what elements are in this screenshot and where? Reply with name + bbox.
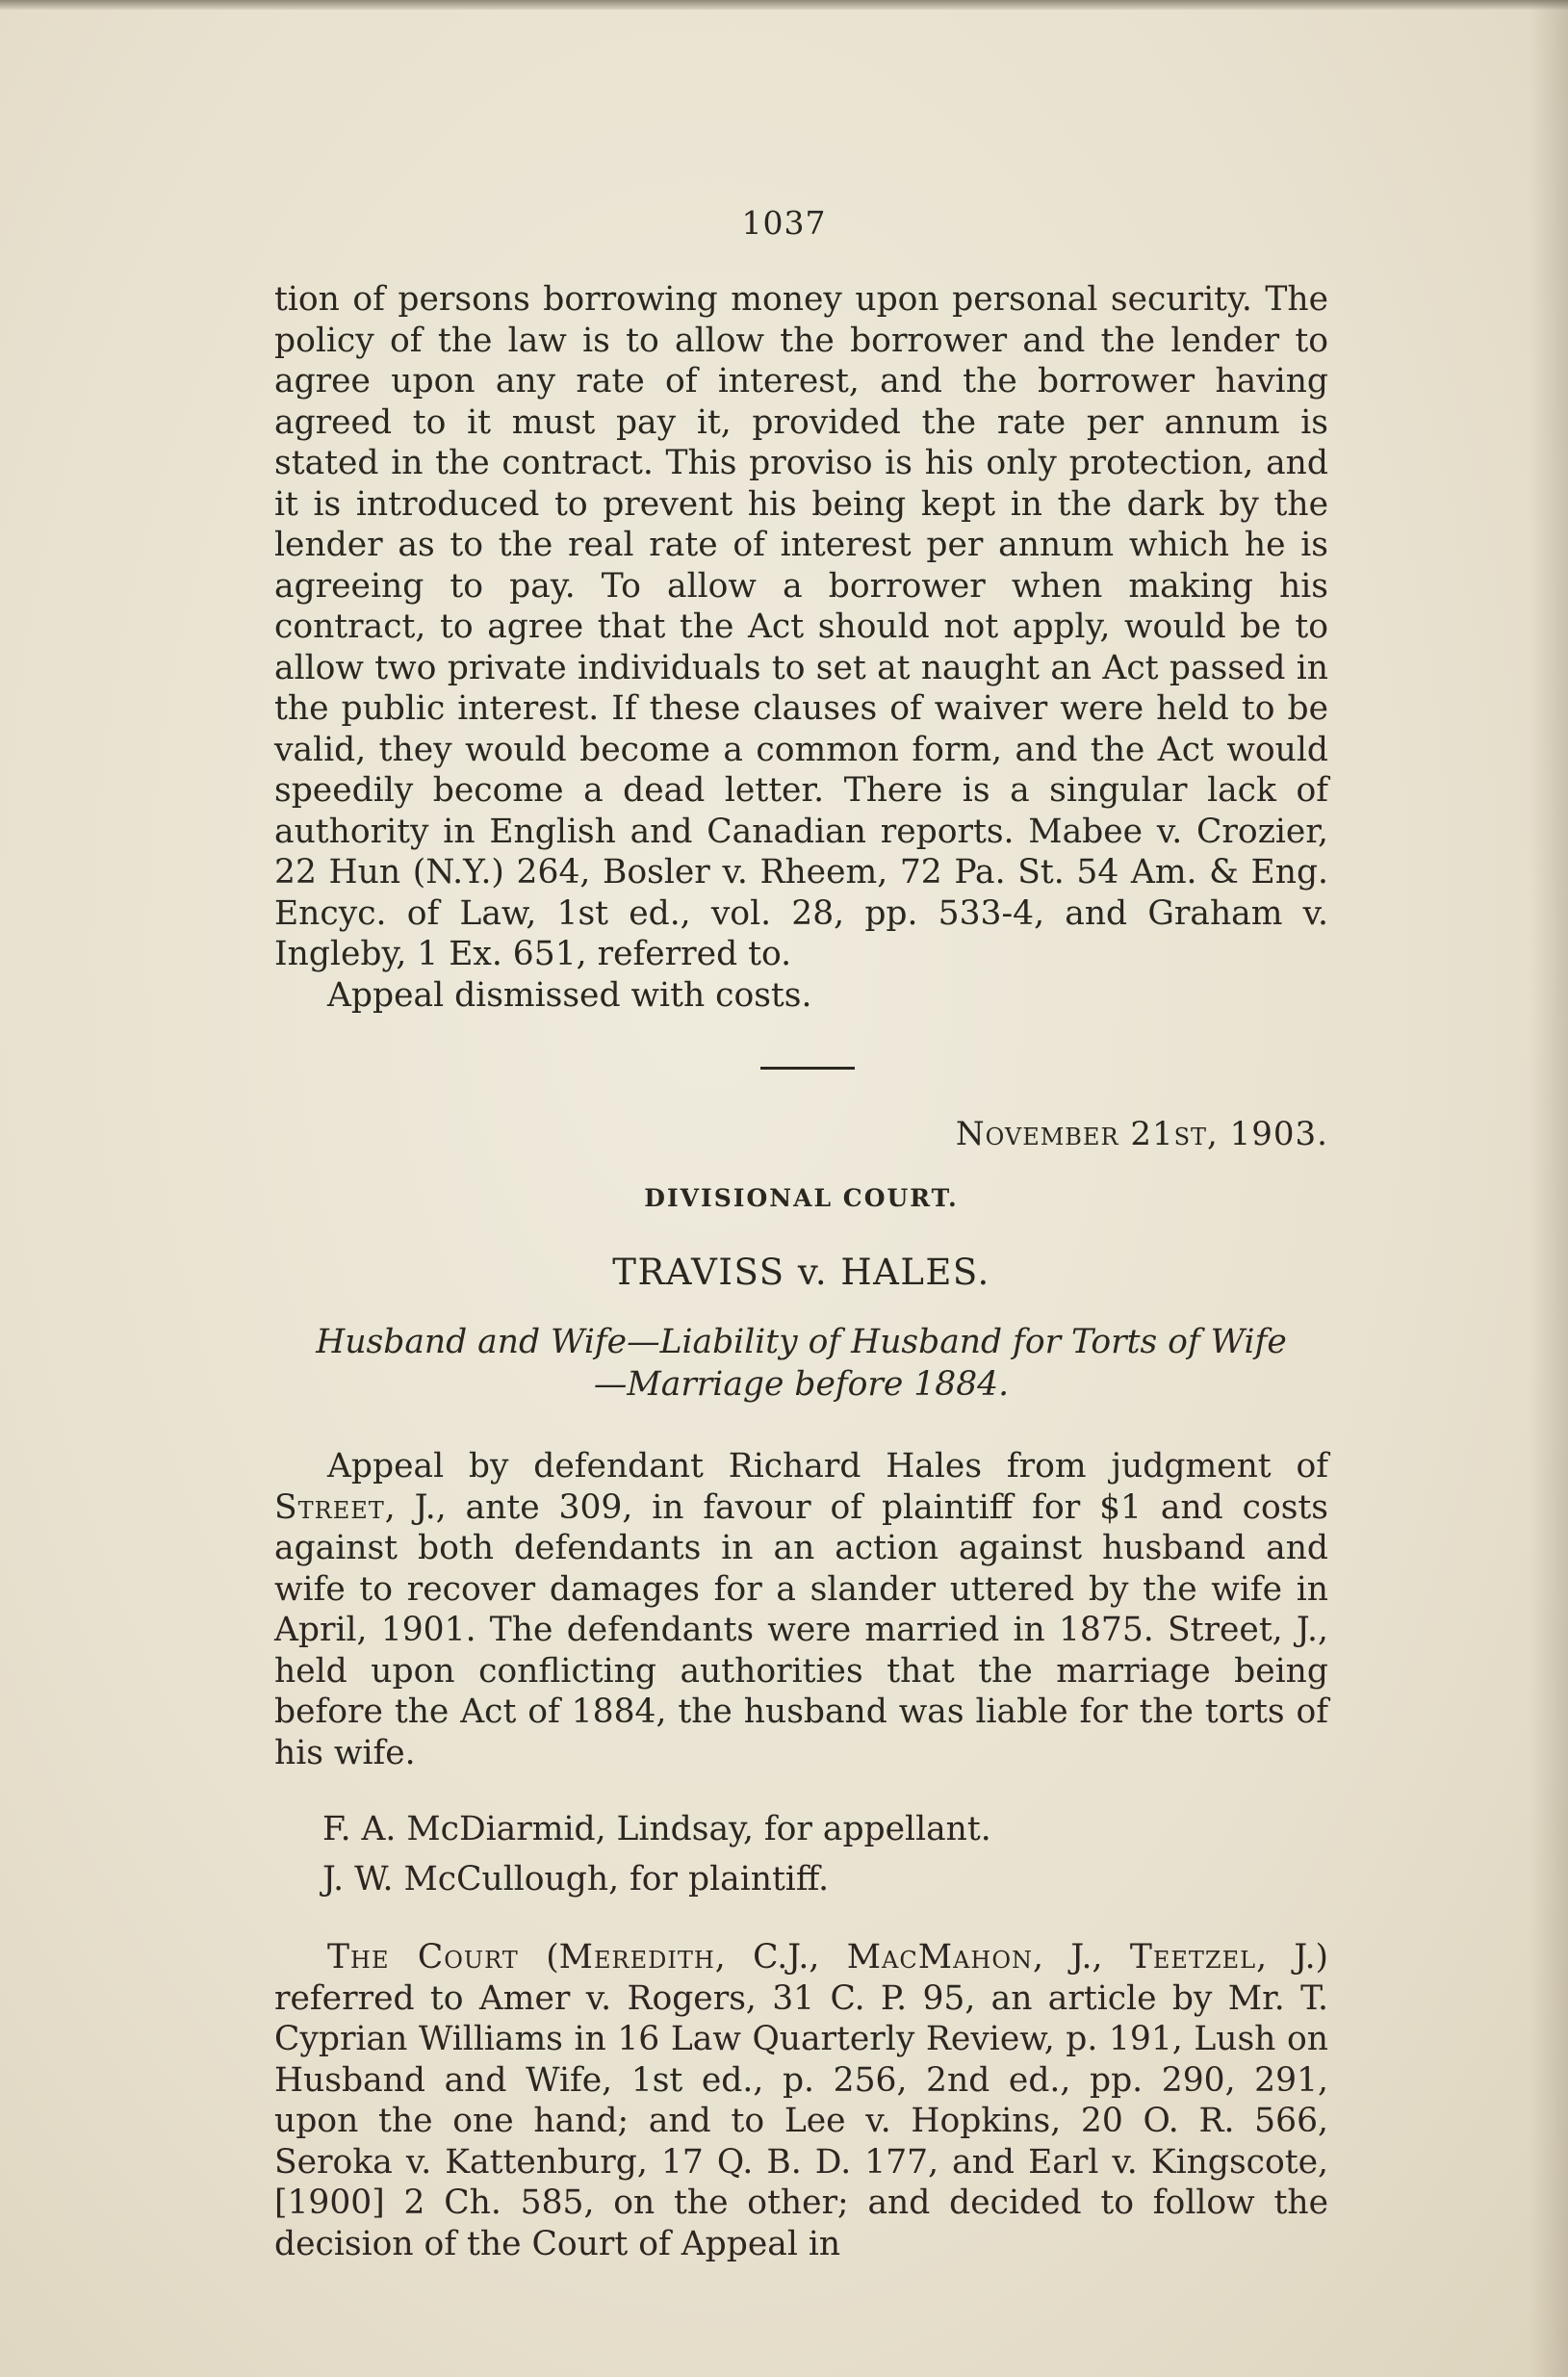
trial-judge-name: Street [274,1487,385,1527]
page-top-edge [0,0,1568,10]
page-right-shadow [1529,0,1568,2377]
opinion-continuation [274,279,1328,1016]
judge-sep-2: , J., [1033,1938,1130,1977]
counsel-appellant: F. A. McDiarmid, Lindsay, for appellant. [322,1810,991,1848]
case-title: TRAVISS v. HALES. [612,1252,990,1293]
opinion-paragraph: tion of persons borrowing money upon personal security. The policy of the law is to allow the borrower and the lender to agree upon any rate of interest, and the borrower having agreed to it must pay it, provided the rate per annum is stated in the contract. This proviso is his only protection, and it is introduced to prevent his being kept in the dark by the lender as to the real rate of interest per annum which he is agreeing to pay. To allow a borrower when making his contract, to agree that the Act should not apply, would be to allow two private individuals to set at naught an Act passed in the public interest. If these clauses of waiver were held to be valid, they would become a common form, and the Act would speedily become a dead letter. There is a singular lack of authority in English and Canadian reports. Mabee v. Crozier, 22 Hun (N.Y.) 264, Bosler v. Rheem, 72 Pa. St. 54 Am. & Eng. Encyc. of Law, 1st ed., vol. 28, pp. 533-4, and Graham v. Ingleby, 1 Ex. 651, referred to. [274,280,1328,973]
judge-macmahon: MacMahon [846,1938,1034,1977]
headnote-line-1: Husband and Wife—Liability of Husband for Torts of Wife [316,1323,1287,1361]
headnote [274,1321,1328,1406]
court-label: DIVISIONAL COURT. [644,1184,959,1212]
counsel-list [274,1804,1328,1904]
decision-date: November 21st, 1903. [955,1115,1328,1153]
judge-teetzel: Teetzel [1129,1938,1257,1977]
headnote-line-2: —Marriage before 1884. [593,1365,1010,1404]
appeal-disposition: Appeal dismissed with costs. [327,975,812,1015]
facts-paragraph [274,1446,1328,1773]
section-divider [760,1067,855,1070]
court-label-inline: The Court [327,1938,519,1977]
judgment-section [274,1937,1328,2264]
facts-text: , J., ante 309, in favour of plaintiff for $1 and costs against both defendants in an action against husband and wife to recover damages for a slander uttered by the wife in April, 1901. The defendants were married in 1875. Street, J., held upon conflicting authorities that the marriage being before the Act of 1884, the husband was liable for the torts of his wife. [274,1487,1328,1772]
judge-meredith: Meredith [558,1938,715,1977]
page-number: 1037 [741,204,827,242]
counsel-plaintiff: J. W. McCullough, for plaintiff. [322,1860,830,1899]
judgment-text: , J.) referred to Amer v. Rogers, 31 C. P. 95, an article by Mr. T. Cyprian Williams in 16 Law Quarterly Review, p. 191, Lush on Husband and Wife, 1st ed., p. 256, 2nd ed., pp. 290, 291, upon the one hand; and to Lee v. Hopkins, 20 O. R. 566, Seroka v. Kattenburg, 17 Q. B. D. 177, and Earl v. Kingscote, [1900] 2 Ch. 585, on the other; and decided to follow the decision of the Court of Appeal in [274,1938,1328,2263]
facts-lead: Appeal by defendant Richard Hales from judgment of [327,1447,1328,1486]
facts-section [274,1446,1328,1773]
judgment-paragraph [274,1937,1328,2264]
judges-open: ( [518,1938,559,1977]
judge-sep-1: , C.J., [714,1938,847,1977]
